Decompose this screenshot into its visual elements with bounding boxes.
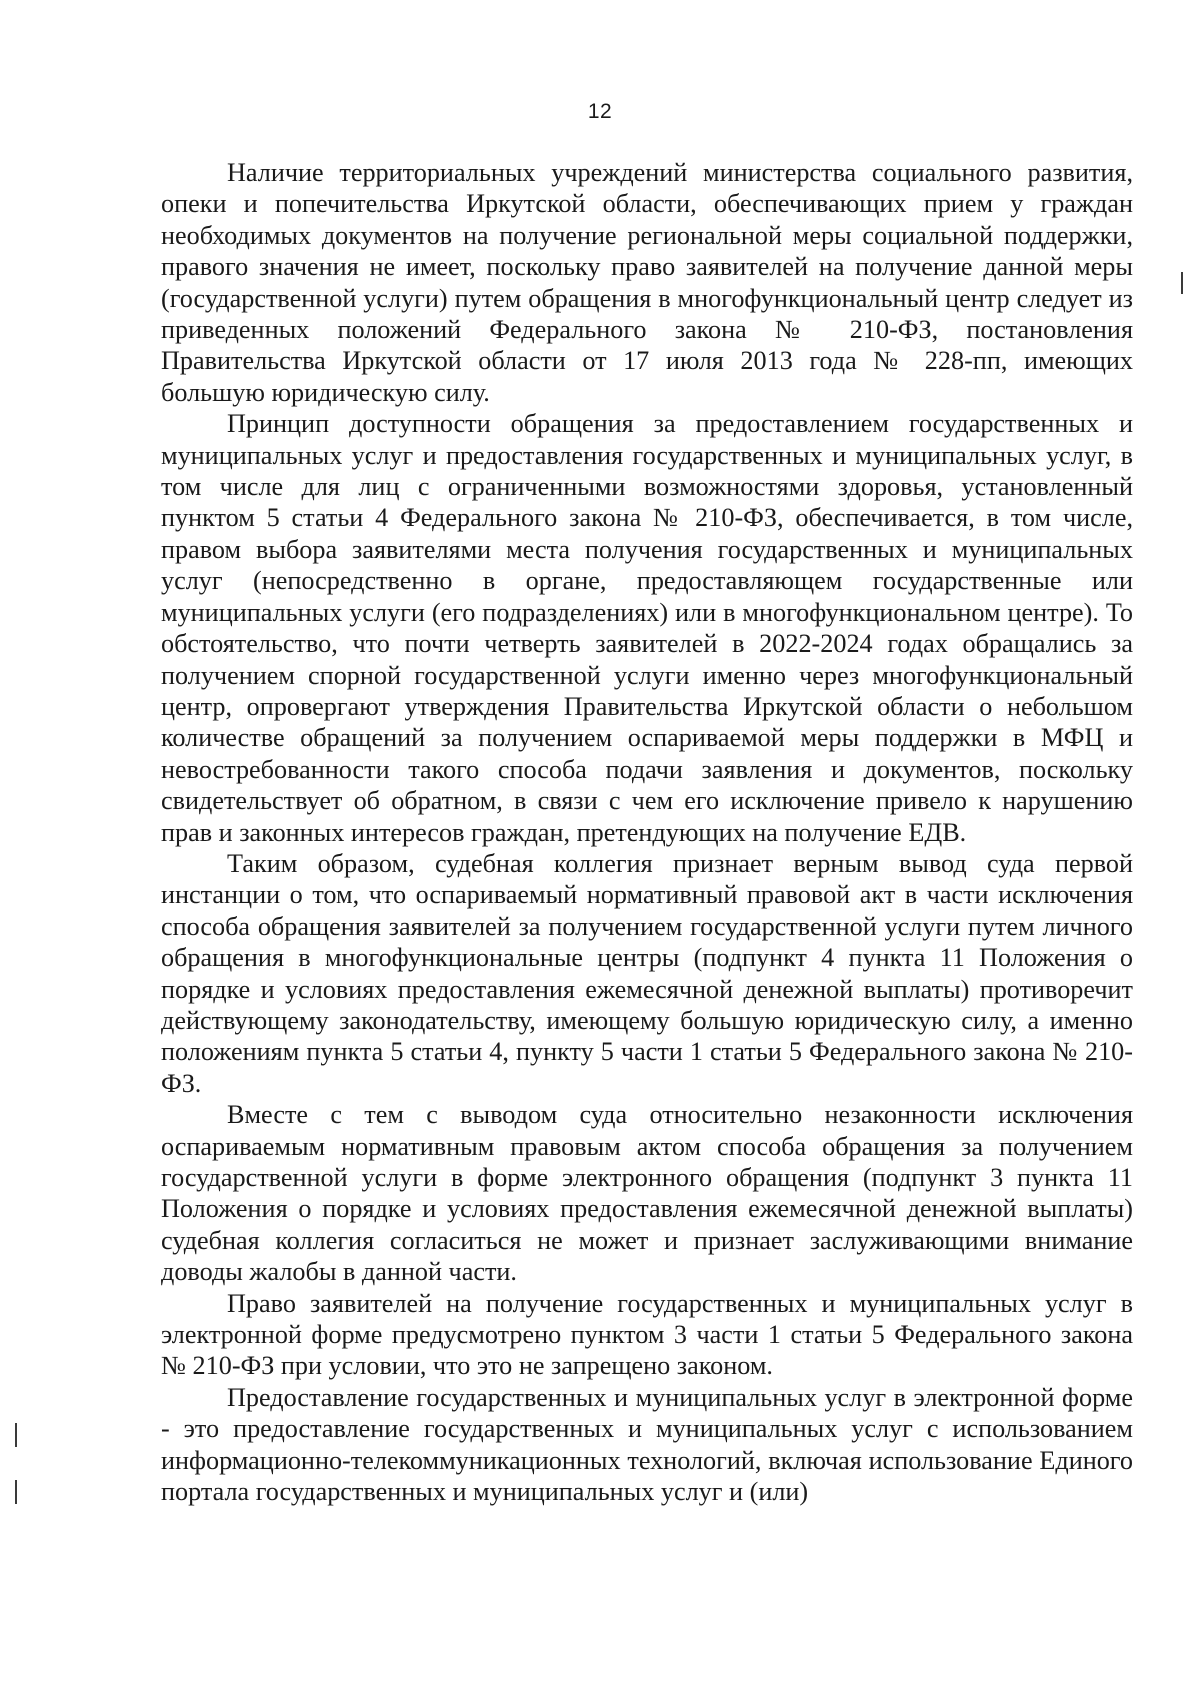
document-body bbox=[161, 157, 1133, 1507]
paragraph-4: Вместе с тем с выводом суда относительно незаконности исключения оспариваемым нормативным правовым актом способа обращения за получением государственной услуги в форме электронного обращения (подпункт 3 пункта 11 Положения о порядке и условиях предоставления ежемесячной денежной выплаты) судебная коллегия согласиться не может и признает заслуживающими внимание доводы жалобы в данной части. bbox=[161, 1100, 1133, 1287]
paragraph-2: Принцип доступности обращения за предоставлением государственных и муниципальных услуг и предоставления государственных и муниципальных услуг, в том числе для лиц с ограниченными возможностями здоровья, установленный пунктом 5 статьи 4 Федерального закона № 210-ФЗ, обеспечивается, в том числе, правом выбора заявителями места получения государственных и муниципальных услуг (непосредственно в органе, предоставляющем государственные или муниципальных услуги (его подразделениях) или в многофункциональном центре). То обстоятельство, что почти четверть заявителей в 2022-2024 годах обращались за получением спорной государственной услуги именно через многофункциональный центр, опровергают утверждения Правительства Иркутской области о небольшом количестве обращений за получением оспариваемой меры поддержки в МФЦ и невостребованности такого способа подачи заявления и документов, поскольку свидетельствует об обратном, в связи с чем его исключение привело к нарушению прав и законных интересов граждан, претендующих на получение ЕДВ. bbox=[161, 409, 1133, 847]
page-number: 12 bbox=[587, 100, 613, 123]
paragraph-3: Таким образом, судебная коллегия признает верным вывод суда первой инстанции о том, что оспариваемый нормативный правовой акт в части исключения способа обращения заявителей за получением государственной услуги путем личного обращения в многофункциональные центры (подпункт 4 пункта 11 Положения о порядке и условиях предоставления ежемесячной денежной выплаты) противоречит действующему законодательству, имеющему большую юридическую силу, а именно положениям пункта 5 статьи 4, пункту 5 части 1 статьи 5 Федерального закона № 210-ФЗ. bbox=[161, 848, 1133, 1098]
paragraph-6: Предоставление государственных и муниципальных услуг в электронной форме - это предоставление государственных и муниципальных услуг с использованием информационно-телекоммуникационных технологий, включая использование Единого портала государственных и муниципальных услуг и (или) bbox=[161, 1382, 1133, 1507]
paragraph-5: Право заявителей на получение государственных и муниципальных услуг в электронной форме предусмотрено пунктом 3 части 1 статьи 5 Федерального закона № 210-ФЗ при условии, что это не запрещено законом. bbox=[161, 1288, 1133, 1381]
paragraph-1: Наличие территориальных учреждений министерства социального развития, опеки и попечительства Иркутской области, обеспечивающих прием у граждан необходимых документов на получение региональной меры социальной поддержки, правого значения не имеет, поскольку право заявителей на получение данной меры (государственной услуги) путем обращения в многофункциональный центр следует из приведенных положений Федерального закона № 210-ФЗ, постановления Правительства Иркутской области от 17 июля 2013 года № 228-пп, имеющих большую юридическую силу. bbox=[161, 158, 1133, 407]
scan-margin-mark bbox=[15, 1423, 17, 1447]
scan-margin-mark bbox=[1181, 272, 1183, 294]
scan-margin-mark bbox=[15, 1480, 17, 1504]
